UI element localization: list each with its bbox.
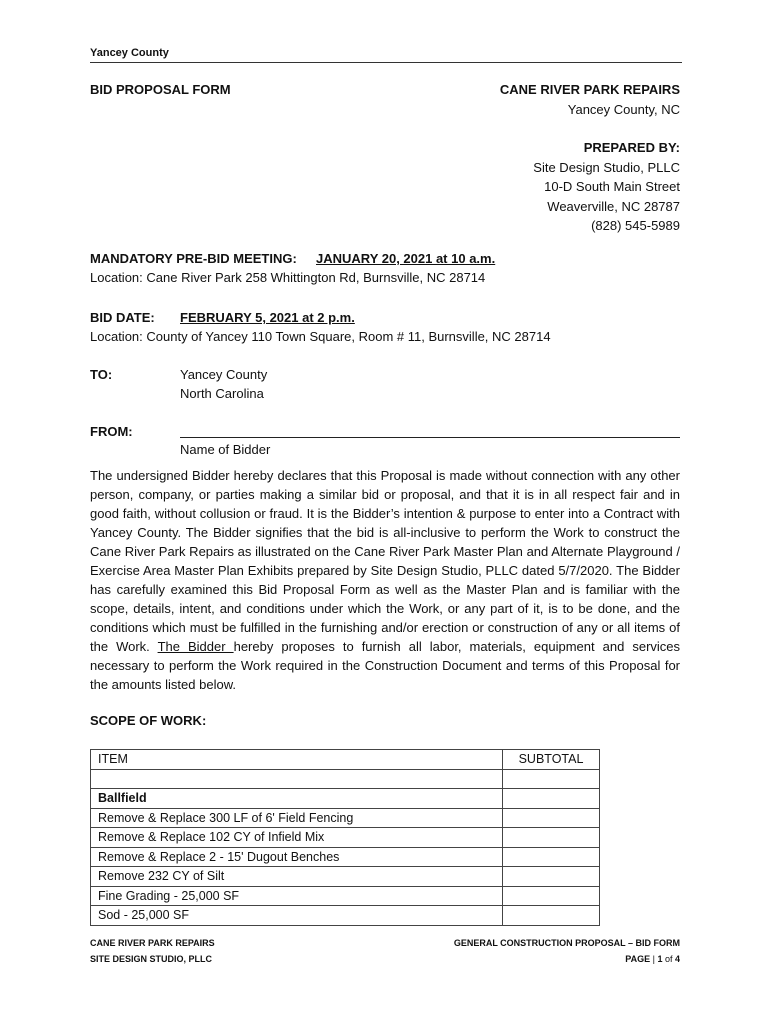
table-row (91, 886, 600, 906)
footer-doc-title: GENERAL CONSTRUCTION PROPOSAL – BID FORM (453, 938, 680, 948)
page-of: of (662, 954, 675, 964)
section-ballfield: Ballfield (91, 789, 503, 809)
to-line1: Yancey County (180, 367, 268, 382)
subtotal-cell[interactable] (503, 847, 600, 867)
from-label: FROM: (90, 424, 133, 439)
col-subtotal-header: SUBTOTAL (503, 750, 600, 770)
prepared-by-address2: Weaverville, NC 28787 (547, 198, 680, 214)
col-item-header: ITEM (91, 750, 503, 770)
prebid-label: MANDATORY PRE-BID MEETING: (90, 251, 297, 266)
scope-heading: SCOPE OF WORK: (90, 713, 207, 728)
bid-date-label: BID DATE: (90, 310, 155, 325)
subtotal-cell[interactable] (503, 828, 600, 848)
table-row (91, 906, 600, 926)
footer-project: CANE RIVER PARK REPAIRS (90, 938, 215, 948)
subtotal-cell[interactable] (503, 886, 600, 906)
bidder-name-line[interactable] (180, 437, 680, 438)
page-total: 4 (674, 954, 680, 964)
to-label: TO: (90, 367, 113, 382)
prebid-datetime: JANUARY 20, 2021 at 10 a.m. (316, 251, 496, 266)
running-header-county: Yancey County (90, 47, 682, 63)
table-row-empty (91, 769, 600, 789)
footer-left (90, 935, 215, 967)
footer-right (454, 935, 680, 967)
item-cell: Remove 232 CY of Silt (91, 867, 503, 887)
item-cell: Remove & Replace 102 CY of Infield Mix (91, 828, 503, 848)
footer-firm: SITE DESIGN STUDIO, PLLC (90, 954, 213, 964)
project-info-block (500, 80, 680, 236)
declaration-text-1: The undersigned Bidder hereby declares that this Proposal is made without connection with any other person, company, or parties making a similar bid or proposal, and that it is in all respect fair and in good faith, without collusion or fraud. It is the Bidder’s intention & purpose to enter into a Contract with Yancey County. The Bidder signifies that the bid is all-inclusive to perform the Work to construct the Cane River Park Repairs as illustrated on the Cane River Park Master Plan and Alternate Playground / Exercise Area Master Plan Exhibits prepared by Site Design Studio, PLLC dated 5/7/2020. The Bidder has carefully examined this Bid Proposal Form as well as the Master Plan and is familiar with the scope, details, intent, and conditions under which the Work, or any part of it, is to be done, and the conditions which must be fulfilled in the furnishing and/or erection or construction of any or all items of the Work. (90, 468, 680, 654)
prepared-by-phone: (828) 545-5989 (591, 218, 680, 233)
prepared-by-firm: Site Design Studio, PLLC (533, 159, 680, 175)
bid-date-location: Location: County of Yancey 110 Town Square, Room # 11, Burnsville, NC 28714 (90, 329, 551, 344)
to-line2: North Carolina (180, 386, 264, 401)
page-separator: | (650, 954, 658, 964)
bidder-name-caption: Name of Bidder (180, 442, 271, 457)
page-current: 1 (657, 954, 663, 964)
declaration-text-2: hereby proposes to furnish all labor, materials, equipment and services necessary to perform the Work required in the Construction Document and terms of this Proposal for the amounts listed below. (90, 639, 681, 692)
subtotal-cell[interactable] (503, 769, 600, 789)
table-row (91, 867, 600, 887)
declaration-paragraph (90, 466, 680, 694)
subtotal-cell[interactable] (503, 906, 600, 926)
item-cell: Fine Grading - 25,000 SF (91, 886, 503, 906)
subtotal-cell[interactable] (503, 789, 600, 809)
declaration-underlined: The Bidder (157, 639, 234, 654)
scope-table (90, 749, 600, 926)
project-location: Yancey County, NC (567, 101, 680, 117)
form-title: BID PROPOSAL FORM (90, 82, 231, 97)
project-title: CANE RIVER PARK REPAIRS (499, 82, 680, 97)
subtotal-cell[interactable] (503, 867, 600, 887)
footer-page-number (454, 951, 680, 967)
table-row (91, 847, 600, 867)
item-cell: Remove & Replace 2 - 15' Dugout Benches (91, 847, 503, 867)
item-cell: Remove & Replace 300 LF of 6' Field Fencing (91, 808, 503, 828)
table-row (91, 828, 600, 848)
prepared-by-address1: 10-D South Main Street (544, 179, 680, 194)
bid-date-datetime: FEBRUARY 5, 2021 at 2 p.m. (180, 310, 355, 325)
subtotal-cell[interactable] (503, 808, 600, 828)
prepared-by-label: PREPARED BY: (583, 140, 680, 155)
table-header-row (91, 750, 600, 770)
table-row-section (91, 789, 600, 809)
table-row (91, 808, 600, 828)
item-cell: Sod - 25,000 SF (91, 906, 503, 926)
prebid-location: Location: Cane River Park 258 Whittington Rd, Burnsville, NC 28714 (90, 270, 486, 285)
page-label: PAGE (625, 954, 651, 964)
